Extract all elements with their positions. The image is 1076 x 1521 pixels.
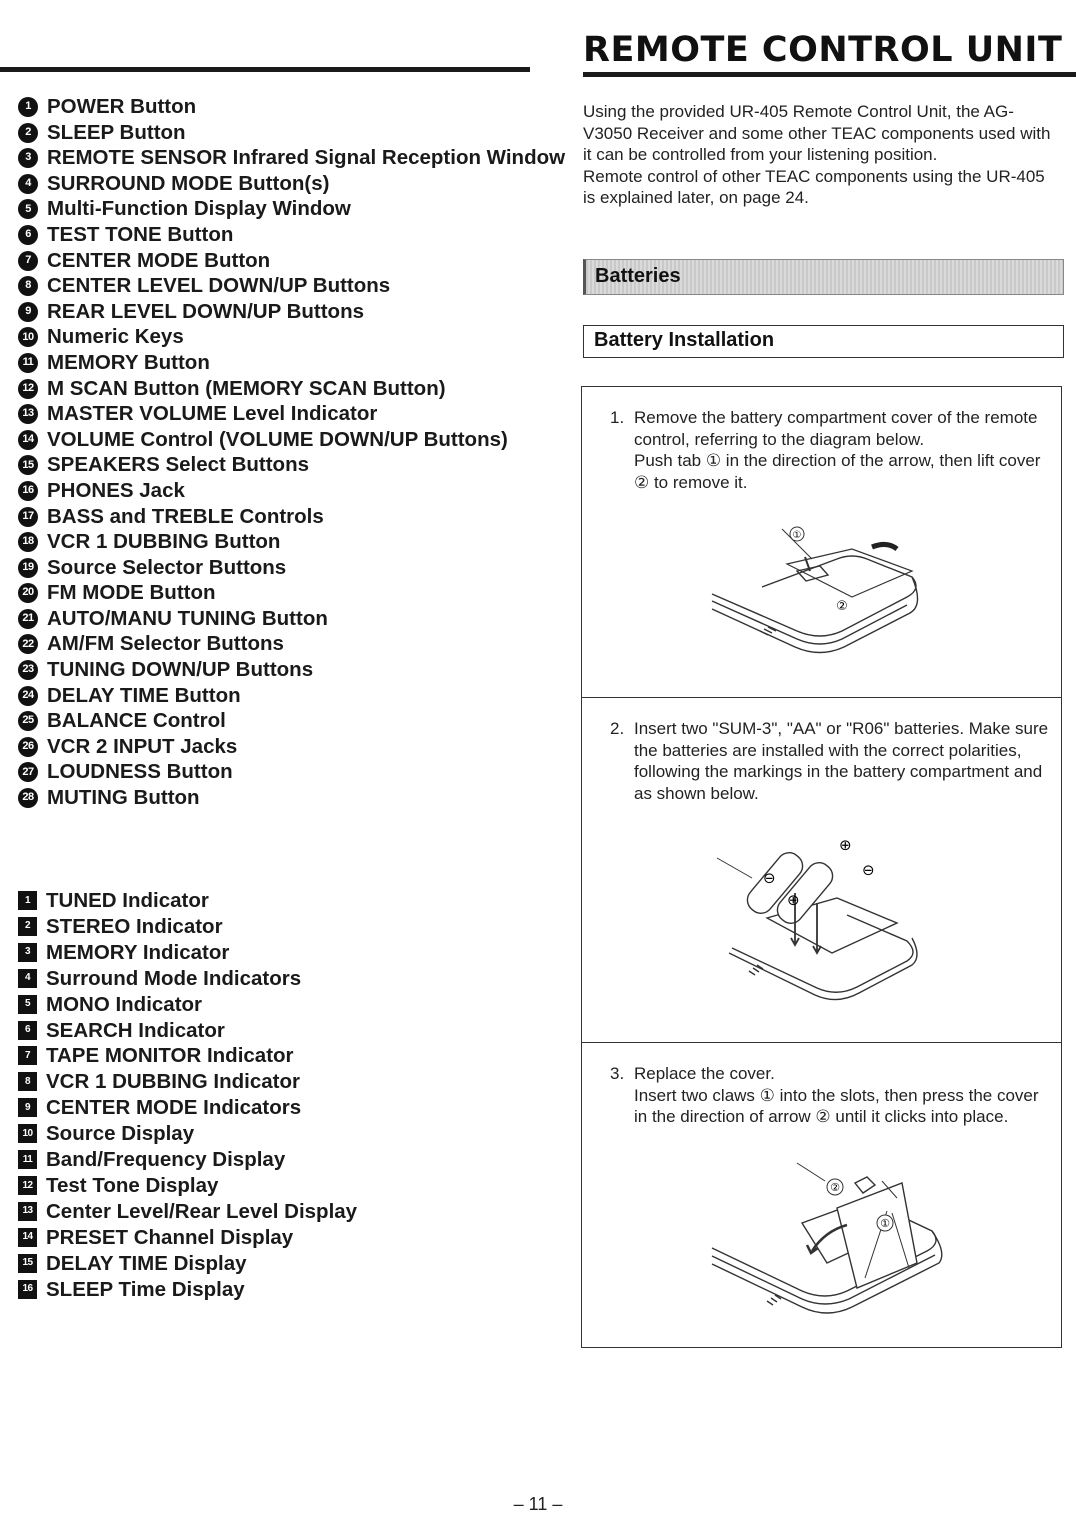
numbered-circle-icon: 1 — [18, 97, 38, 117]
indicator-label: PRESET Channel Display — [46, 1225, 294, 1249]
title-rule — [583, 72, 1076, 77]
numbered-square-icon: 3 — [18, 943, 37, 962]
left-header-rule — [0, 67, 530, 72]
control-list-item — [18, 708, 565, 734]
control-list-item — [18, 657, 565, 683]
indicator-label: SEARCH Indicator — [46, 1018, 225, 1042]
polarity-minus-label: ⊖ — [763, 869, 776, 887]
indicator-list-item — [18, 1147, 357, 1173]
control-list-item — [18, 299, 565, 325]
step-2 — [582, 698, 1061, 1043]
numbered-circle-icon: 26 — [18, 737, 38, 757]
numbered-square-icon: 14 — [18, 1228, 37, 1247]
indicator-list-item — [18, 1277, 357, 1303]
numbered-circle-icon: 22 — [18, 634, 38, 654]
cover-replacement-diagram — [707, 1153, 947, 1328]
control-list-item — [18, 273, 565, 299]
control-list-item — [18, 401, 565, 427]
control-list-item — [18, 350, 565, 376]
control-list-item — [18, 171, 565, 197]
control-list-item — [18, 478, 565, 504]
control-label: Source Selector Buttons — [47, 555, 287, 579]
control-list-item — [18, 759, 565, 785]
numbered-circle-icon: 21 — [18, 609, 38, 629]
indicator-list-item — [18, 1069, 357, 1095]
installation-steps — [581, 386, 1062, 1348]
indicator-label: MEMORY Indicator — [46, 940, 230, 964]
callout-label: ① — [880, 1217, 890, 1230]
intro-paragraph: Using the provided UR-405 Remote Control Unit, the AG-V3050 Receiver and some other TEAC components used with it can be controlled from your listening position. — [583, 102, 1051, 164]
numbered-circle-icon: 8 — [18, 276, 38, 296]
numbered-circle-icon: 16 — [18, 481, 38, 501]
indicator-label: Source Display — [46, 1122, 195, 1146]
page-title: REMOTE CONTROL UNIT — [583, 30, 1063, 70]
numbered-square-icon: 8 — [18, 1072, 37, 1091]
control-label: VCR 2 INPUT Jacks — [47, 734, 238, 758]
control-label: TUNING DOWN/UP Buttons — [47, 658, 314, 682]
control-label: SPEAKERS Select Buttons — [47, 453, 309, 477]
indicator-label: Center Level/Rear Level Display — [46, 1199, 358, 1223]
indicator-label: VCR 1 DUBBING Indicator — [46, 1070, 300, 1094]
step-text — [610, 1063, 1055, 1128]
control-list-item — [18, 248, 565, 274]
control-list-item — [18, 529, 565, 555]
control-list-item — [18, 631, 565, 657]
numbered-square-icon: 6 — [18, 1021, 37, 1040]
numbered-square-icon: 1 — [18, 891, 37, 910]
control-label: AM/FM Selector Buttons — [47, 632, 284, 656]
step-text — [610, 407, 1055, 493]
control-list-item — [18, 120, 565, 146]
numbered-square-icon: 2 — [18, 917, 37, 936]
control-label: POWER Button — [47, 95, 197, 118]
polarity-plus-label: ⊕ — [787, 891, 800, 909]
indicator-list-item — [18, 1121, 357, 1147]
control-list-item — [18, 376, 565, 402]
control-label: REMOTE SENSOR Infrared Signal Reception Window — [47, 146, 566, 170]
numbered-circle-icon: 4 — [18, 174, 38, 194]
control-label: MASTER VOLUME Level Indicator — [47, 402, 378, 426]
indicator-list-item — [18, 1225, 357, 1251]
step-text — [610, 718, 1055, 804]
numbered-circle-icon: 2 — [18, 123, 38, 143]
control-list-item — [18, 606, 565, 632]
numbered-circle-icon: 11 — [18, 353, 38, 373]
indicators-list — [18, 888, 357, 1303]
control-label: PHONES Jack — [47, 478, 185, 502]
numbered-circle-icon: 28 — [18, 788, 38, 808]
control-label: CENTER MODE Button — [47, 248, 271, 272]
callout-label: ② — [836, 599, 848, 614]
indicator-label: MONO Indicator — [46, 992, 203, 1016]
numbered-square-icon: 5 — [18, 995, 37, 1014]
page-number: – 11 – — [513, 1494, 563, 1514]
indicator-list-item — [18, 1199, 357, 1225]
numbered-circle-icon: 7 — [18, 251, 38, 271]
control-label: SLEEP Button — [47, 120, 186, 144]
numbered-circle-icon: 10 — [18, 327, 38, 347]
numbered-circle-icon: 15 — [18, 455, 38, 475]
step-instruction: Insert two "SUM-3", "AA" or "R06" batteries. Make sure the batteries are installed with the correct polarities, following the markings in the battery compartment and as shown below. — [634, 719, 1049, 803]
numbered-circle-icon: 13 — [18, 404, 38, 424]
step-instruction-detail: Insert two claws ① into the slots, then press the cover in the direction of arrow ② until it clicks into place. — [634, 1085, 1039, 1127]
control-list-item — [18, 734, 565, 760]
control-label: VCR 1 DUBBING Button — [47, 530, 281, 554]
step-instruction-detail: Push tab ① in the direction of the arrow, then lift cover ② to remove it. — [634, 451, 1041, 492]
numbered-circle-icon: 17 — [18, 507, 38, 527]
numbered-circle-icon: 9 — [18, 302, 38, 322]
section-heading-batteries: Batteries — [583, 259, 1064, 295]
numbered-circle-icon: 20 — [18, 583, 38, 603]
numbered-square-icon: 10 — [18, 1124, 37, 1143]
control-label: LOUDNESS Button — [47, 760, 233, 784]
control-label: FM MODE Button — [47, 581, 216, 605]
indicator-list-item — [18, 1173, 357, 1199]
control-list-item — [18, 683, 565, 709]
numbered-square-icon: 4 — [18, 969, 37, 988]
numbered-square-icon: 7 — [18, 1046, 37, 1065]
numbered-circle-icon: 24 — [18, 686, 38, 706]
indicator-list-item — [18, 1043, 357, 1069]
numbered-circle-icon: 23 — [18, 660, 38, 680]
numbered-circle-icon: 19 — [18, 558, 38, 578]
control-label: VOLUME Control (VOLUME DOWN/UP Buttons) — [47, 427, 508, 451]
control-label: MEMORY Button — [47, 350, 210, 374]
indicator-list-item — [18, 992, 357, 1018]
control-list-item — [18, 196, 565, 222]
indicator-list-item — [18, 1251, 357, 1277]
control-list-item — [18, 427, 565, 453]
indicator-label: STEREO Indicator — [46, 914, 223, 938]
control-list-item — [18, 580, 565, 606]
callout-label: ② — [830, 1181, 840, 1194]
control-list-item — [18, 324, 565, 350]
numbered-square-icon: 16 — [18, 1280, 37, 1299]
indicator-label: Surround Mode Indicators — [46, 966, 302, 990]
indicator-label: DELAY TIME Display — [46, 1251, 247, 1275]
polarity-minus-label: ⊖ — [862, 861, 875, 879]
intro-paragraph: Remote control of other TEAC components using the UR-405 is explained later, on page 24. — [583, 166, 1045, 207]
indicator-label: TUNED Indicator — [46, 889, 209, 912]
numbered-circle-icon: 27 — [18, 762, 38, 782]
numbered-circle-icon: 25 — [18, 711, 38, 731]
control-label: BALANCE Control — [47, 709, 226, 733]
numbered-square-icon: 15 — [18, 1254, 37, 1273]
step-1 — [582, 387, 1061, 698]
control-list-item — [18, 452, 565, 478]
numbered-square-icon: 13 — [18, 1202, 37, 1221]
indicator-list-item — [18, 940, 357, 966]
numbered-square-icon: 9 — [18, 1098, 37, 1117]
control-list-item — [18, 504, 565, 530]
indicator-label: Band/Frequency Display — [46, 1148, 286, 1172]
section-heading-battery-installation: Battery Installation — [583, 325, 1064, 358]
remote-cover-removal-diagram — [702, 519, 942, 679]
indicator-label: TAPE MONITOR Indicator — [46, 1044, 294, 1068]
indicator-list-item — [18, 1018, 357, 1044]
control-list-item — [18, 94, 565, 120]
numbered-circle-icon: 5 — [18, 199, 38, 219]
numbered-circle-icon: 6 — [18, 225, 38, 245]
control-label: Numeric Keys — [47, 325, 184, 349]
control-list-item — [18, 222, 565, 248]
indicator-label: CENTER MODE Indicators — [46, 1096, 302, 1120]
control-list-item — [18, 555, 565, 581]
numbered-circle-icon: 3 — [18, 148, 38, 168]
control-label: MUTING Button — [47, 786, 200, 810]
step-number: 2. — [610, 719, 625, 738]
controls-list — [18, 94, 565, 811]
step-3 — [582, 1043, 1061, 1347]
control-label: BASS and TREBLE Controls — [47, 504, 324, 528]
intro-text — [583, 101, 1058, 209]
control-label: SURROUND MODE Button(s) — [47, 171, 330, 195]
battery-insertion-diagram — [707, 823, 937, 1003]
indicator-list-item — [18, 1095, 357, 1121]
numbered-square-icon: 11 — [18, 1150, 37, 1169]
indicator-label: Test Tone Display — [46, 1173, 219, 1197]
control-label: CENTER LEVEL DOWN/UP Buttons — [47, 274, 391, 298]
numbered-circle-icon: 14 — [18, 430, 38, 450]
step-instruction: Replace the cover. — [634, 1064, 775, 1083]
indicator-list-item — [18, 966, 357, 992]
indicator-list-item — [18, 888, 357, 914]
control-list-item — [18, 145, 565, 171]
step-number: 3. — [610, 1064, 625, 1083]
control-label: AUTO/MANU TUNING Button — [47, 606, 328, 630]
control-label: DELAY TIME Button — [47, 683, 241, 707]
control-label: TEST TONE Button — [47, 222, 234, 246]
control-label: REAR LEVEL DOWN/UP Buttons — [47, 299, 364, 323]
control-label: Multi-Function Display Window — [47, 197, 351, 221]
indicator-label: SLEEP Time Display — [46, 1277, 245, 1301]
control-list-item — [18, 785, 565, 811]
step-number: 1. — [610, 408, 625, 427]
numbered-square-icon: 12 — [18, 1176, 37, 1195]
polarity-plus-label: ⊕ — [839, 836, 852, 854]
callout-label: ① — [792, 530, 802, 541]
numbered-circle-icon: 18 — [18, 532, 38, 552]
indicator-list-item — [18, 914, 357, 940]
control-label: M SCAN Button (MEMORY SCAN Button) — [47, 376, 446, 400]
numbered-circle-icon: 12 — [18, 379, 38, 399]
step-instruction: Remove the battery compartment cover of the remote control, referring to the diagram below. — [634, 408, 1038, 449]
